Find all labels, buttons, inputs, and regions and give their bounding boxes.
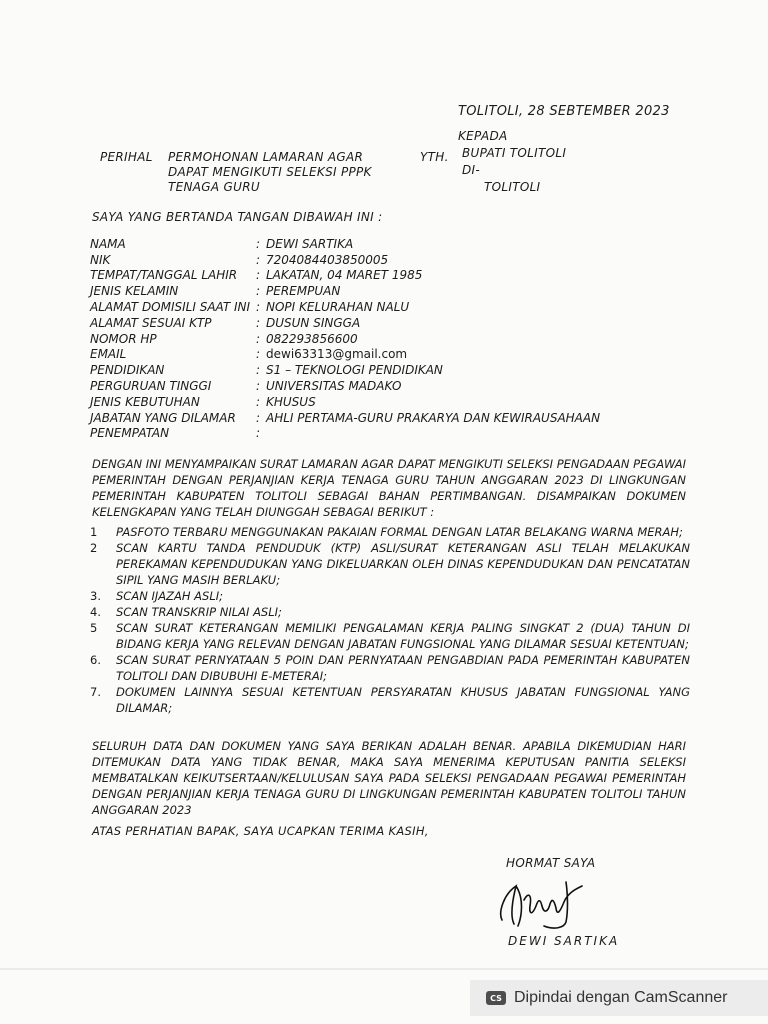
perihal-label: PERIHAL	[100, 150, 153, 164]
field-row	[90, 315, 690, 331]
field-label: NOMOR HP	[90, 331, 157, 346]
document-list	[90, 524, 690, 716]
field-value: UNIVERSITAS MADAKO	[266, 379, 402, 394]
kepada-label: KEPADA	[458, 129, 508, 143]
list-item-number: 7.	[90, 685, 101, 699]
field-label: PENEMPATAN	[90, 426, 170, 441]
field-row	[90, 299, 690, 315]
field-row	[90, 252, 690, 268]
field-value: PEREMPUAN	[266, 284, 341, 299]
field-label: JENIS KELAMIN	[90, 284, 179, 299]
field-row	[90, 283, 690, 299]
field-label: TEMPAT/TANGGAL LAHIR	[90, 268, 238, 283]
field-label: PENDIDIKAN	[90, 363, 165, 378]
list-item-number: 6.	[90, 653, 101, 667]
field-colon: :	[256, 268, 261, 283]
field-colon: :	[256, 379, 261, 394]
field-colon: :	[256, 284, 261, 299]
field-row	[90, 410, 690, 426]
camscanner-icon: CS	[486, 991, 506, 1005]
field-colon: :	[256, 363, 261, 378]
list-item	[90, 652, 690, 684]
field-colon: :	[256, 236, 261, 251]
yth-label: YTH.	[420, 150, 449, 164]
field-row	[90, 378, 690, 394]
list-item-number: 1	[90, 525, 98, 539]
field-value: DEWI SARTIKA	[266, 236, 354, 251]
field-value: S1 – TEKNOLOGI PENDIDIKAN	[266, 363, 443, 378]
field-label: EMAIL	[90, 347, 127, 362]
list-item	[90, 604, 690, 620]
field-value: 082293856600	[266, 331, 358, 346]
field-colon: :	[256, 426, 261, 441]
list-item-text: DOKUMEN LAINNYA SESUAI KETENTUAN PERSYARATAN KHUSUS JABATAN FUNGSIONAL YANG DILAMAR;	[116, 685, 690, 715]
list-item-text: SCAN TRANSKRIP NILAI ASLI;	[116, 605, 282, 619]
field-value: NOPI KELURAHAN NALU	[266, 300, 410, 315]
field-colon: :	[256, 315, 261, 330]
field-value: dewi63313@gmail.com	[266, 347, 408, 362]
list-item	[90, 524, 690, 540]
intro-line: SAYA YANG BERTANDA TANGAN DIBAWAH INI :	[92, 210, 383, 224]
field-colon: :	[256, 331, 261, 346]
paragraph-application: DENGAN INI MENYAMPAIKAN SURAT LAMARAN AGAR DAPAT MENGIKUTI SELEKSI PENGADAAN PEGAWAI PEMERINTAH DENGAN PERJANJIAN KERJA TENAGA GURU TAHUN ANGGARAN 2023 DI LINGKUNGAN PEMERINTAH KABUPATEN TOLITOLI SEBAGAI BAHAN PERTIMBANGAN. DISAMPAIKAN DOKUMEN KELENGKAPAN YANG TELAH DIUNGGAH SEBAGAI BERIKUT :	[92, 457, 686, 519]
list-item-number: 2	[90, 541, 98, 555]
field-label: NIK	[90, 252, 111, 267]
hormat-saya: HORMAT SAYA	[506, 856, 596, 870]
field-colon: :	[256, 410, 261, 425]
perihal-text: PERMOHONAN LAMARAN AGAR DAPAT MENGIKUTI SELEKSI PPPK TENAGA GURU	[168, 150, 372, 194]
scan-edge	[0, 968, 768, 970]
list-item-number: 5	[90, 621, 98, 635]
camscanner-text: Dipindai dengan CamScanner	[514, 989, 728, 1006]
handwritten-signature	[494, 872, 604, 934]
letter-date: TOLITOLI, 28 SEBTEMBER 2023	[458, 104, 670, 119]
closing-line: ATAS PERHATIAN BAPAK, SAYA UCAPKAN TERIMA KASIH,	[92, 824, 429, 838]
list-item-number: 3.	[90, 589, 101, 603]
list-item-text: SCAN IJAZAH ASLI;	[116, 589, 223, 603]
field-value: 7204084403850005	[266, 252, 389, 267]
list-item-number: 4.	[90, 605, 101, 619]
field-colon: :	[256, 300, 261, 315]
list-item-text: PASFOTO TERBARU MENGGUNAKAN PAKAIAN FORMAL DENGAN LATAR BELAKANG WARNA MERAH;	[116, 525, 683, 539]
field-value: AHLI PERTAMA-GURU PRAKARYA DAN KEWIRAUSAHAAN	[266, 410, 601, 425]
list-item	[90, 588, 690, 604]
field-value: KHUSUS	[266, 394, 316, 409]
list-item-text: SCAN SURAT KETERANGAN MEMILIKI PENGALAMAN KERJA PALING SINGKAT 2 (DUA) TAHUN DI BIDANG KERJA YANG RELEVAN DENGAN JABATAN FUNGSIONAL YANG DILAMAR SESUAI KETENTUAN;	[116, 621, 690, 651]
field-label: ALAMAT DOMISILI SAAT INI	[90, 300, 251, 315]
signatory-name: DEWI SARTIKA	[508, 934, 620, 948]
list-item	[90, 684, 690, 716]
field-colon: :	[256, 347, 261, 362]
field-colon: :	[256, 394, 261, 409]
field-label: PERGURUAN TINGGI	[90, 379, 212, 394]
paragraph-declaration: SELURUH DATA DAN DOKUMEN YANG SAYA BERIKAN ADALAH BENAR. APABILA DIKEMUDIAN HARI DITEMUKAN DATA YANG TIDAK BENAR, MAKA SAYA MENERIMA KEPUTUSAN PANITIA SELEKSI MEMBATALKAN KEIKUTSERTAAN/KELULUSAN SAYA PADA SELEKSI PENGADAAN PEGAWAI PEMERINTAH DENGAN PERJANJIAN KERJA TENAGA GURU DI LINGKUNGAN PEMERINTAH KABUPATEN TOLITOLI TAHUN ANGGARAN 2023	[92, 739, 686, 817]
field-value: LAKATAN, 04 MARET 1985	[266, 268, 423, 283]
recipient-block	[458, 128, 566, 196]
field-value: DUSUN SINGGA	[266, 315, 361, 330]
camscanner-watermark	[470, 980, 768, 1016]
field-label: NAMA	[90, 236, 126, 251]
field-row	[90, 236, 690, 252]
recipient-di: DI-	[462, 163, 481, 177]
list-item-text: SCAN KARTU TANDA PENDUDUK (KTP) ASLI/SURAT KETERANGAN ASLI TELAH MELAKUKAN PEREKAMAN KEPENDUDUKAN YANG DIKELUARKAN OLEH DINAS KEPENDUDUKAN DAN PENCATATAN SIPIL YANG MASIH BERLAKU;	[116, 541, 690, 587]
field-label: JENIS KEBUTUHAN	[90, 394, 200, 409]
field-label: ALAMAT SESUAI KTP	[90, 315, 212, 330]
field-row	[90, 331, 690, 347]
field-row	[90, 394, 690, 410]
field-row	[90, 362, 690, 378]
recipient-place: TOLITOLI	[484, 180, 541, 194]
field-label: JABATAN YANG DILAMAR	[90, 410, 236, 425]
list-item-text: SCAN SURAT PERNYATAAN 5 POIN DAN PERNYATAAN PENGABDIAN PADA PEMERINTAH KABUPATEN TOLITOLI DAN DIBUBUHI E-METERAI;	[116, 653, 690, 683]
field-row	[90, 268, 690, 284]
list-item	[90, 620, 690, 652]
field-colon: :	[256, 252, 261, 267]
field-row	[90, 426, 690, 442]
recipient-name: BUPATI TOLITOLI	[462, 146, 567, 160]
field-row	[90, 347, 690, 363]
applicant-fields	[90, 236, 690, 441]
list-item	[90, 540, 690, 588]
